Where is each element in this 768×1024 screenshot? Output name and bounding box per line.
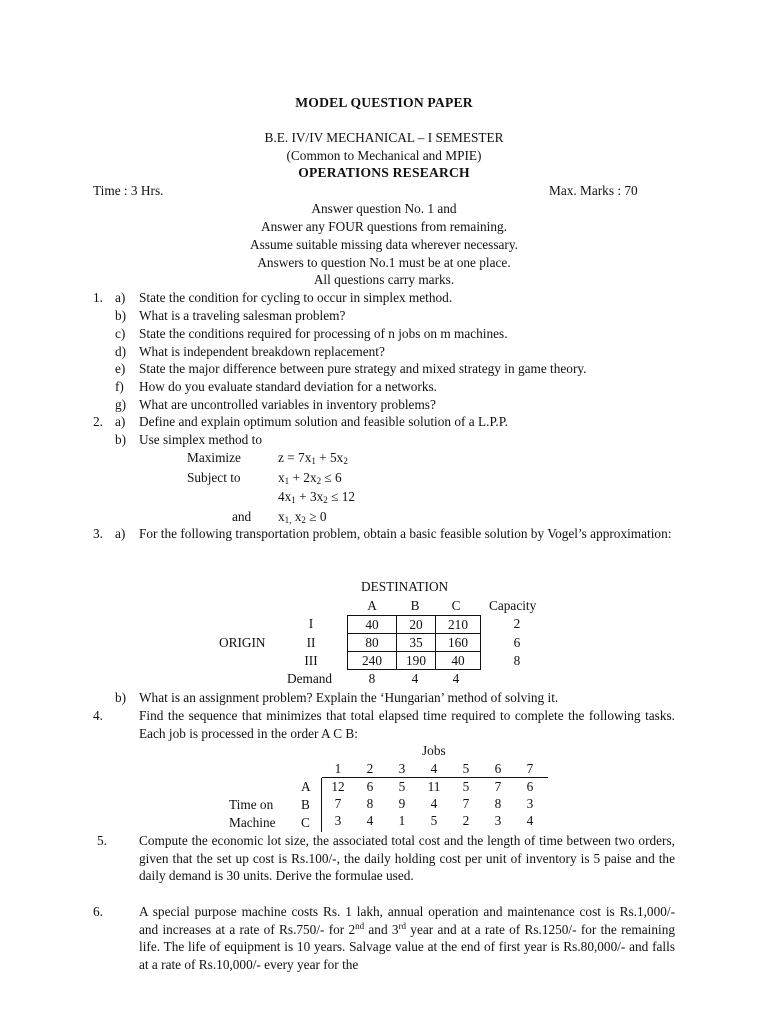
demand-value: 4 (411, 671, 419, 686)
part-label: d) (115, 344, 127, 359)
question-number: 3. (93, 526, 103, 541)
cost-cell: 40 (348, 616, 397, 634)
non-negativity-constraint: $x_{1,}$ $x_2 \ge 0$ (278, 509, 327, 525)
question-text: Find the sequence that minimizes that total elapsed time required to complete the following tasks. Each job is processed in the order A C B: (139, 708, 675, 741)
capacity-value: 6 (513, 635, 521, 650)
column-header: A (367, 598, 377, 613)
question-number: 1. (93, 290, 103, 305)
time-cell: 12 (331, 779, 345, 794)
time-cell: 7 (494, 779, 502, 794)
instruction-line: Answer any FOUR questions from remaining. (261, 219, 507, 234)
time-cell: 1 (398, 813, 406, 828)
question-text: Compute the economic lot size, the associated total cost and the length of time between two orders, given that the set up cost is Rs.100/-, the daily holding cost per unit of inventory is 5 paise and the daily demand is 30 units. Derive the formulae used. (139, 833, 675, 884)
job-number: 3 (398, 761, 406, 776)
constraint-1: $x_1 + 2x_2 \le 6$ (278, 470, 342, 486)
time-cell: 7 (334, 796, 342, 811)
time-cell: 3 (494, 813, 502, 828)
part-text: State the conditions required for processing of n jobs on m machines. (139, 326, 508, 341)
max-marks-label: Max. Marks : 70 (549, 183, 638, 198)
machine-label: C (301, 815, 310, 830)
time-cell: 6 (526, 779, 534, 794)
job-number: 2 (366, 761, 374, 776)
instruction-line: All questions carry marks. (313, 272, 455, 287)
part-label: a) (115, 290, 126, 305)
origin-row-label: I (308, 616, 314, 631)
question-number: 5. (97, 833, 107, 848)
part-label: b) (115, 690, 127, 705)
time-cell: 5 (462, 779, 470, 794)
part-label: e) (115, 361, 126, 376)
instruction-line: Answer question No. 1 and (311, 201, 457, 216)
machine-word: Machine (229, 815, 276, 830)
time-cell: 2 (462, 813, 470, 828)
part-text: Use simplex method to (139, 432, 262, 447)
job-number: 4 (430, 761, 438, 776)
maximize-label: Maximize (187, 450, 241, 465)
job-sequence-table (322, 760, 546, 829)
instruction-line: Answers to question No.1 must be at one place. (257, 255, 511, 270)
question-text: A special purpose machine costs Rs. 1 lakh, annual operation and maintenance cost is Rs.1,000/- and increases at a rate of Rs.750/- for 2nd and 3rd year and at a rate of Rs.1250/- for the remaining life. The life of equipment is 10 years. Salvage value at the end of first year is Rs.80,000/- and falls at a rate of Rs.10,000/- every year for the (139, 904, 676, 972)
job-number: 1 (334, 761, 342, 776)
job-number: 6 (494, 761, 502, 776)
part-text: How do you evaluate standard deviation for a networks. (139, 379, 437, 394)
part-label: g) (115, 397, 127, 412)
cost-cell: 160 (436, 634, 481, 652)
demand-value: 8 (368, 671, 376, 686)
table-top-rule (322, 777, 548, 778)
constraint-2: $4x_1 + 3x_2 \le 12$ (278, 489, 355, 505)
part-text: For the following transportation problem, obtain a basic feasible solution by Vogel’s approximation: (139, 526, 672, 541)
part-label: c) (115, 326, 126, 341)
and-label: and (232, 509, 252, 524)
question-number: 4. (93, 708, 103, 723)
table-row (322, 778, 546, 796)
instruction-line: Assume suitable missing data wherever necessary. (250, 237, 518, 252)
part-text: What is independent breakdown replacement? (139, 344, 385, 359)
demand-label: Demand (287, 671, 333, 686)
origin-row-label: II (306, 635, 316, 650)
table-row (322, 795, 546, 812)
table-row (322, 812, 546, 829)
time-label: Time : 3 Hrs. (93, 183, 164, 198)
part-text: State the major difference between pure strategy and mixed strategy in game theory. (139, 361, 587, 376)
time-cell: 11 (427, 779, 441, 794)
subject-to-label: Subject to (187, 470, 241, 485)
time-cell: 5 (430, 813, 438, 828)
demand-value: 4 (452, 671, 460, 686)
cost-cell: 80 (348, 634, 397, 652)
common-line: (Common to Mechanical and MPIE) (286, 148, 482, 163)
time-cell: 3 (526, 796, 534, 811)
table-row (348, 616, 481, 634)
part-text: What is an assignment problem? Explain the ‘Hungarian’ method of solving it. (139, 690, 559, 705)
time-on-label: Time on (229, 797, 274, 812)
destination-columns (348, 597, 480, 615)
time-cell: 4 (430, 796, 438, 811)
subject-title: OPERATIONS RESEARCH (298, 165, 470, 180)
table-left-rule (321, 778, 322, 832)
job-number: 7 (526, 761, 534, 776)
cost-cell: 190 (397, 652, 436, 670)
part-label: b) (115, 308, 127, 323)
part-label: a) (115, 414, 126, 429)
job-header-row (322, 760, 546, 778)
origin-label: ORIGIN (219, 635, 266, 650)
time-cell: 3 (334, 813, 342, 828)
origin-row-label: III (304, 653, 318, 668)
time-cell: 5 (398, 779, 406, 794)
part-text: What is a traveling salesman problem? (139, 308, 346, 323)
time-cell: 6 (366, 779, 374, 794)
part-text: State the condition for cycling to occur in simplex method. (139, 290, 453, 305)
part-label: b) (115, 432, 127, 447)
time-cell: 8 (366, 796, 374, 811)
part-text: What are uncontrolled variables in inventory problems? (139, 397, 436, 412)
column-header: B (410, 598, 420, 613)
cost-cell: 35 (397, 634, 436, 652)
course-line: B.E. IV/IV MECHANICAL – I SEMESTER (264, 130, 504, 145)
part-label: a) (115, 526, 126, 541)
paper-title: MODEL QUESTION PAPER (295, 95, 473, 110)
column-header: C (451, 598, 461, 613)
capacity-value: 2 (513, 616, 521, 631)
job-number: 5 (462, 761, 470, 776)
cost-cell: 40 (436, 652, 481, 670)
question-number: 2. (93, 414, 103, 429)
question-number: 6. (93, 904, 103, 919)
machine-label: B (301, 797, 310, 812)
capacity-label: Capacity (489, 598, 537, 613)
table-row (348, 652, 481, 670)
cost-cell: 240 (348, 652, 397, 670)
cost-cell: 210 (436, 616, 481, 634)
jobs-label: Jobs (422, 743, 446, 758)
time-cell: 7 (462, 796, 470, 811)
destination-label: DESTINATION (361, 579, 449, 594)
time-cell: 9 (398, 796, 406, 811)
part-text: Define and explain optimum solution and feasible solution of a L.P.P. (139, 414, 508, 429)
time-cell: 4 (366, 813, 374, 828)
transportation-cost-table (347, 615, 481, 670)
machine-label: A (301, 779, 311, 794)
time-cell: 8 (494, 796, 502, 811)
capacity-value: 8 (513, 653, 521, 668)
objective-function: $z = 7x_1 + 5x_2$ (278, 450, 348, 466)
demand-values (348, 670, 480, 688)
time-cell: 4 (526, 813, 534, 828)
table-row (348, 634, 481, 652)
part-label: f) (115, 379, 124, 394)
cost-cell: 20 (397, 616, 436, 634)
